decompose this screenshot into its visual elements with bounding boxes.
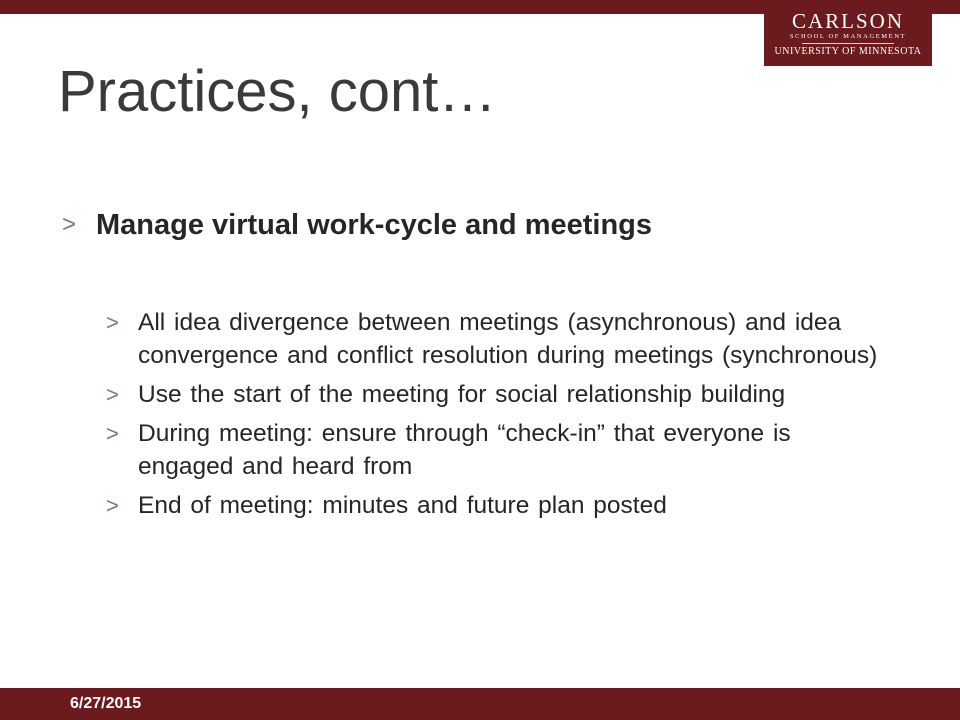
logo-university: UNIVERSITY OF MINNESOTA <box>774 46 922 57</box>
footer-bar <box>0 688 960 720</box>
slide-title: Practices, cont… <box>58 59 497 124</box>
sub-bullet <box>106 417 886 483</box>
bullet-marker-icon: > <box>62 211 77 238</box>
bullet-marker-icon: > <box>106 310 119 335</box>
logo-divider <box>802 43 894 44</box>
sub-bullet-list <box>106 306 886 528</box>
logo-wordmark: CARLSON <box>791 9 905 33</box>
sub-bullet-text: Use the start of the meeting for social relationship building <box>138 381 786 408</box>
main-bullet-text: Manage virtual work-cycle and meetings <box>96 209 653 241</box>
bullet-marker-icon: > <box>106 421 119 446</box>
footer-date: 6/27/2015 <box>70 695 142 712</box>
sub-bullet <box>106 489 886 522</box>
bullet-marker-icon: > <box>106 493 119 518</box>
bullet-marker-icon: > <box>106 382 119 407</box>
sub-bullet <box>106 378 886 411</box>
sub-bullet-text: End of meeting: minutes and future plan posted <box>138 492 667 519</box>
logo-subtitle: SCHOOL OF MANAGEMENT <box>789 33 907 40</box>
sub-bullet <box>106 306 886 372</box>
sub-bullet-text: During meeting: ensure through “check-in” that everyone is engaged and heard from <box>138 420 791 480</box>
sub-bullet-text: All idea divergence between meetings (asynchronous) and idea convergence and conflict resolution during meetings (synchronous) <box>138 309 878 369</box>
carlson-logo <box>764 0 932 66</box>
